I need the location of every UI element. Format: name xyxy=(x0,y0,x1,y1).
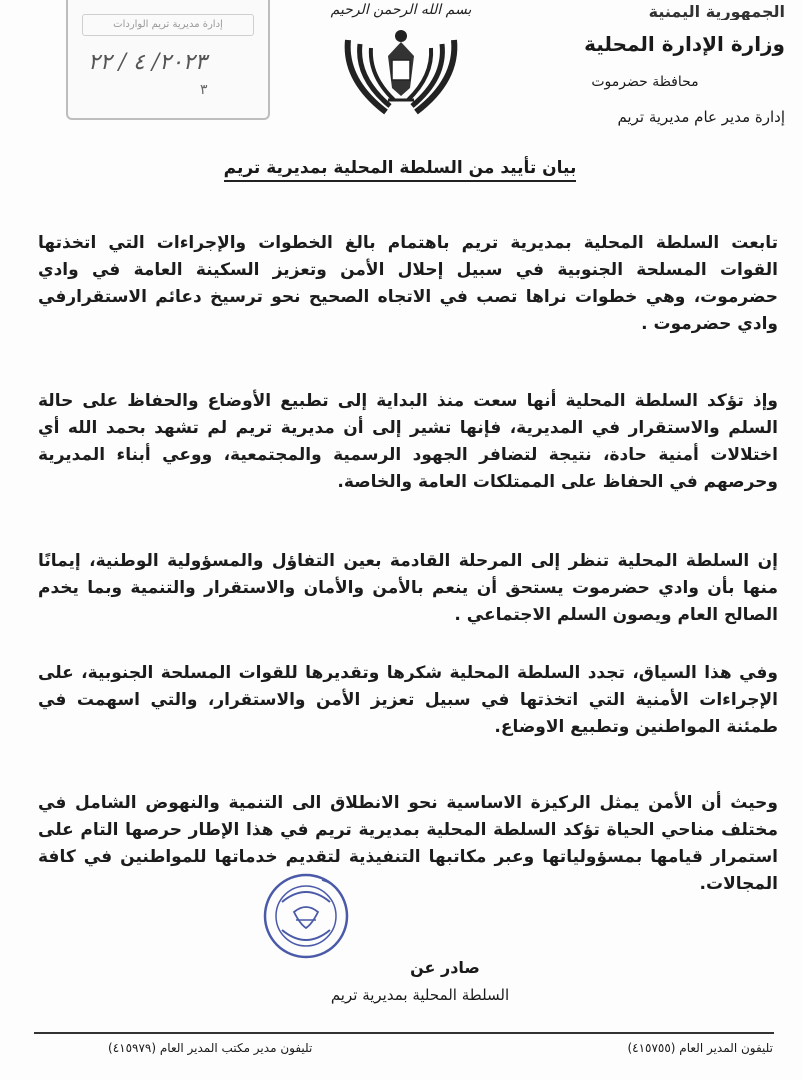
issued-by-label: صادر عن xyxy=(410,958,480,977)
stamp-date: ٢٠٢٣/ ٤ / ٢٢ xyxy=(88,50,207,75)
official-seal-icon xyxy=(262,872,350,960)
governorate-name: محافظة حضرموت xyxy=(591,74,699,90)
document-title-text: بيان تأييد من السلطة المحلية بمديرية تريم xyxy=(224,158,577,182)
stamp-number: ٣ xyxy=(200,82,208,98)
basmala: بسم الله الرحمن الرحيم xyxy=(330,2,472,18)
republic-line: الجمهورية اليمنية xyxy=(648,2,785,20)
paragraph-1: تابعت السلطة المحلية بمديرية تريم باهتمام بالغ الخطوات والإجراءات التي اتخذتها القوات المسلحة الجنوبية في سبيل إحلال الأمن وتعزيز السكينة العامة في وادي حضرموت، وهي خطوات نراها تصب في الاتجاه الصحيح نحو ترسيخ دعائم الاستقرارفي وادي حضرموت . xyxy=(38,233,778,334)
ministry-name: وزارة الإدارة المحلية xyxy=(584,32,785,56)
document-title xyxy=(200,158,600,178)
stamp-label: إدارة مديرية تريم الواردات xyxy=(82,14,254,36)
paragraph-4: وفي هذا السياق، تجدد السلطة المحلية شكرها وتقديرها للقوات المسلحة الجنوبية، على الإجراءات الأمنية التي اتخذتها في سبيل تعزيز الأمن والاستقرار، والتي اسهمت في طمئنة المواطنين وتطبيع الاوضاع. xyxy=(38,663,778,737)
yemen-eagle-emblem-icon xyxy=(326,0,476,120)
paragraph-3: إن السلطة المحلية تنظر إلى المرحلة القادمة بعين التفاؤل والمسؤولية الوطنية، إيمانًا منها بأن وادي حضرموت يستحق أن ينعم بالأمن والأمان والاستقرار والتنمية وبما يخدم الصالح العام ويصون السلم الاجتماعي . xyxy=(38,551,778,625)
office-name: إدارة مدير عام مديرية تريم xyxy=(617,108,785,126)
paragraph-5: وحيث أن الأمن يمثل الركيزة الاساسية نحو الانطلاق الى التنمية والنهوض الشامل في مختلف مناحي الحياة تؤكد السلطة المحلية بمديرية تريم في هذا الإطار حرصها التام على استمرار قيامها بمسؤولياتها وعبر مكاتبها التنفيذية لتقديم خدماتها للمواطنين في كافة المجالات. xyxy=(38,793,778,894)
incoming-mail-stamp xyxy=(66,0,270,120)
phone-office-manager: تليفون مدير مكتب المدير العام (٤١٥٩٧٩) xyxy=(108,1041,313,1055)
issuing-authority: السلطة المحلية بمديرية تريم xyxy=(330,986,510,1004)
footer-divider xyxy=(34,1032,774,1034)
phone-general-manager: تليفون المدير العام (٤١٥٧٥٥) xyxy=(627,1041,773,1055)
paragraph-2: وإذ تؤكد السلطة المحلية أنها سعت منذ البداية إلى تطبيع الأوضاع والحفاظ على حالة السلم والاستقرار في المديرية، فإنها تشير إلى أن مديرية تريم لم تشهد بحمد الله أي اختلالات أمنية حادة، نتيجة لتضافر الجهود الرسمية والمجتمعية، ووعي أبناء المديرية وحرصهم في الحفاظ على الممتلكات العامة والخاصة. xyxy=(38,391,778,492)
letterhead-right xyxy=(545,0,785,126)
